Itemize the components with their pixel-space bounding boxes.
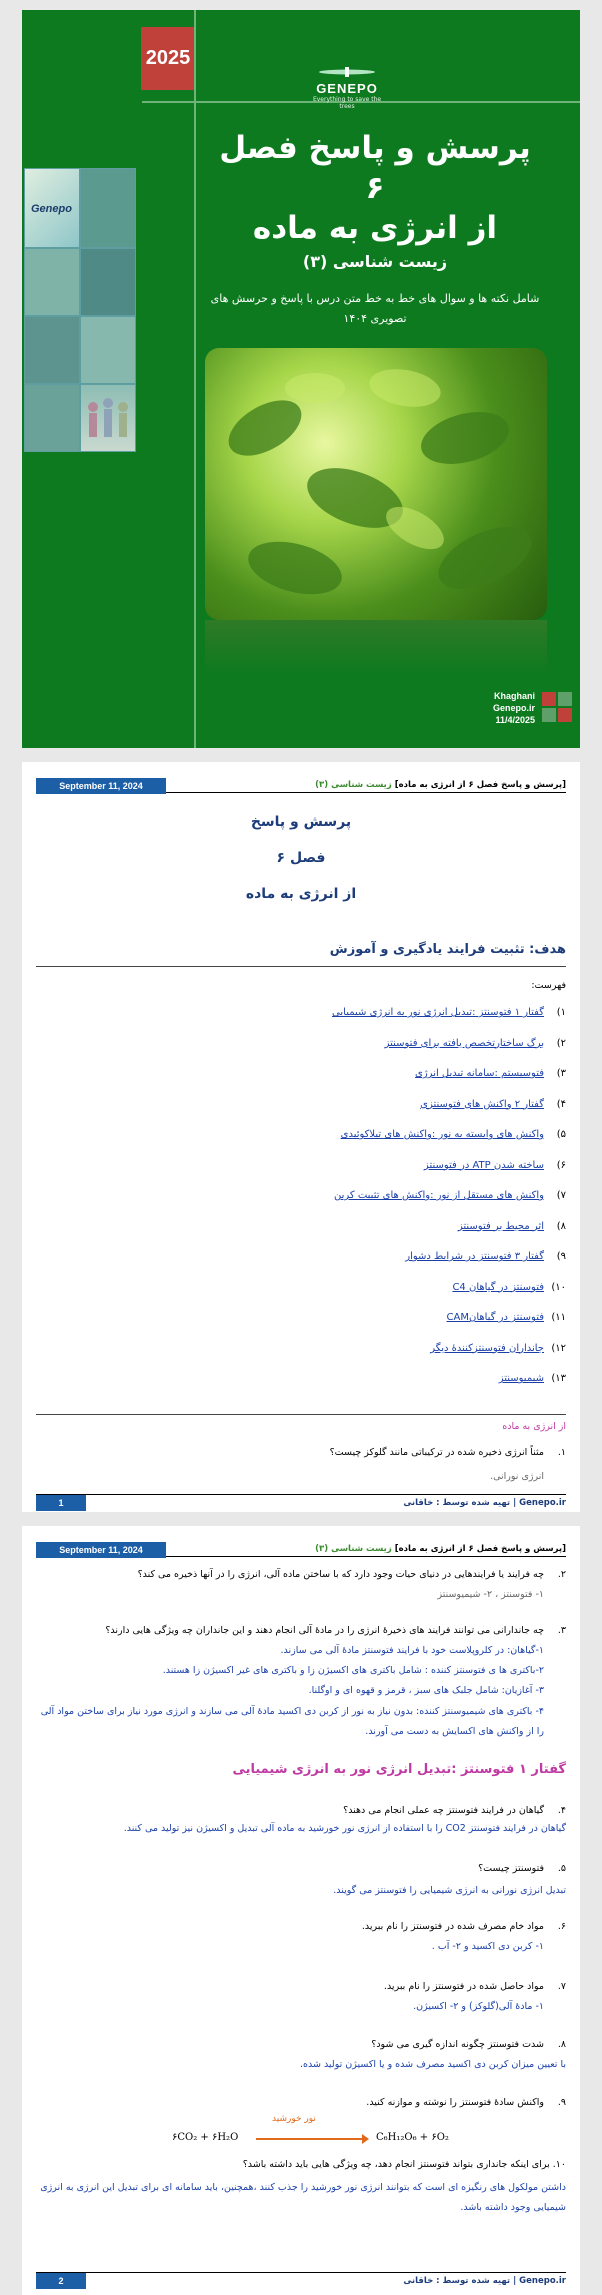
question-text: فتوسنتز چیست؟ (478, 1863, 544, 1874)
cover-footer (422, 690, 535, 726)
year-badge: 2025 (141, 27, 195, 90)
cover-title-line2: از انرژی به ماده (252, 210, 498, 246)
question-text: شدت فتوسنتز چگونه اندازه گیری می شود؟ (371, 2039, 544, 2050)
side-logo-tile (24, 168, 80, 248)
question-text: گیاهان در فرایند فتوسنتز چه عملی انجام می دهند؟ (343, 1805, 544, 1816)
cover-page (22, 10, 580, 748)
page-footer (36, 1494, 566, 1511)
question-5 (38, 1860, 566, 1877)
question-text: واکنش سادهٔ فتوسنتز را نوشته و موازنه کنید. (366, 2097, 544, 2108)
toc-link[interactable]: ساخته شدن ATP در فتوسنتز (423, 1159, 544, 1171)
leaves-reflection (205, 620, 547, 675)
question-number: ۹. (557, 2097, 566, 2108)
toc-number: ۳) (556, 1068, 566, 1079)
toc-number: ۴) (556, 1098, 566, 1110)
toc-link[interactable]: گفتار ۱ فتوسنتز :تبدیل انرژی نور به انرژی شیمیایی (332, 1007, 544, 1018)
side-logo-text: Genepo (31, 203, 72, 215)
logo-name: GENEPO (316, 81, 378, 96)
footer-credit: Genepo.ir | تهیه شده توسط : خاقانی (403, 2276, 566, 2286)
header-book: زیست شناسی (۳) (315, 780, 392, 790)
toc-number: ۵) (556, 1129, 566, 1140)
toc-item[interactable] (46, 1160, 566, 1191)
toc-link[interactable]: اثر محیط بر فتوسنتز (457, 1220, 544, 1232)
question-2 (38, 1566, 566, 1583)
cover-site: Genepo.ir (492, 703, 535, 713)
toc-heading: فهرست: (531, 980, 566, 991)
footer-credit: Genepo.ir | تهیه شده توسط : خاقانی (403, 1498, 566, 1508)
answer-4: گیاهان در فرایند فتوسنتز CO2 را با استفاده از انرژی نور خورشید به ماده آلی تبدیل و اکسیژن نیز تولید می کنند. (123, 1823, 566, 1834)
section-divider (36, 1414, 566, 1415)
footer-square (558, 708, 572, 722)
question-number: ۱. (557, 1447, 566, 1458)
toc-item[interactable] (46, 1312, 566, 1343)
header-title (315, 1544, 566, 1554)
question-3 (38, 1622, 566, 1639)
toc-number: ۸) (556, 1220, 566, 1232)
header-book: زیست شناسی (۳) (315, 1544, 392, 1554)
page-1 (22, 762, 580, 1512)
toc-link[interactable]: واکنش های مستقل از نور :واکنش های تثبیت کربن (333, 1190, 544, 1201)
arrowhead-icon (362, 2134, 369, 2144)
genepo-logo (307, 62, 387, 110)
toc-number: ۱۳) (551, 1373, 566, 1384)
people-photo (80, 384, 136, 452)
equation-label: نور خورشید (272, 2114, 316, 2124)
cover-tile (80, 316, 136, 384)
logo-tagline: Everything to save the trees (312, 96, 382, 110)
answer-7: ۱- مادهٔ آلی(گلوکز) و ۲- اکسیژن. (413, 2001, 544, 2012)
header-date: September 11, 2024 (36, 778, 166, 794)
cover-tile (80, 168, 136, 248)
cover-author: Khaghani (493, 691, 535, 701)
footer-square (558, 692, 572, 706)
section-heading: از انرژی به ماده (502, 1421, 566, 1432)
table-of-contents (46, 1007, 566, 1404)
toc-item[interactable] (46, 1190, 566, 1221)
people-illustration (81, 385, 135, 451)
question-number: ۸. (557, 2039, 566, 2050)
question-7 (38, 1978, 566, 1995)
page-header (36, 1542, 566, 1557)
footer-site: Genepo.ir (519, 1498, 566, 1508)
toc-link[interactable]: برگ ساختارتخصص یافته برای فتوسنتز (384, 1037, 544, 1049)
question-10: ۱۰. برای اینکه جانداری بتواند فتوسنتز انجام دهد، چه ویژگی هایی باید داشته باشد؟ (242, 2159, 566, 2170)
toc-link[interactable]: واکنش های وابسته به نور :واکنش های تیلاکوئیدی (340, 1129, 544, 1140)
answer-1: انرژی نورانی. (490, 1471, 544, 1482)
question-9 (38, 2094, 566, 2111)
toc-link[interactable]: شیمیوسنتز (498, 1373, 544, 1384)
toc-item[interactable] (46, 1251, 566, 1282)
toc-number: ۱۰) (551, 1281, 566, 1293)
cover-description: شامل نکته ها و سوال های خط به خط متن درس با پاسخ و حرسش های تصویری ۱۴۰۴ (210, 292, 540, 325)
cover-date: 11/4/2025 (495, 715, 535, 725)
page-title-3: از انرژی به ماده (245, 886, 357, 902)
cover-tile (80, 248, 136, 316)
header-doc-title: [پرسش و پاسخ فصل ۶ از انرژی به ماده] (394, 780, 566, 790)
toc-link[interactable]: جانداران فتوسنتزکنندهٔ دیگر (430, 1342, 544, 1354)
answer-6: ۱- کربن دی اکسید و ۲- آب . (431, 1941, 544, 1952)
page-number: 2 (36, 2273, 86, 2289)
toc-item[interactable] (46, 1282, 566, 1313)
toc-link[interactable]: فتوسیستم :سامانه تبدیل انرژی (415, 1068, 544, 1079)
toc-item[interactable] (46, 1007, 566, 1038)
answer-3-item: ۱-گیاهان: در کلروپلاست خود با فرایند فتوسنتز مادهٔ آلی می سازند. (280, 1645, 544, 1656)
footer-author: تهیه شده توسط : خاقانی (403, 1498, 511, 1508)
photosynthesis-equation (172, 2114, 472, 2150)
question-4 (38, 1802, 566, 1819)
page-title-1: پرسش و پاسخ (250, 814, 352, 830)
toc-item[interactable] (46, 1099, 566, 1130)
footer-site: Genepo.ir (519, 2276, 566, 2286)
footer-square (542, 692, 556, 706)
page-number: 1 (36, 1495, 86, 1511)
question-number: ۷. (557, 1981, 566, 1992)
toc-number: ۹) (556, 1251, 566, 1262)
question-text: مواد حاصل شده در فتوسنتز را نام ببرید. (383, 1981, 544, 1992)
question-6 (38, 1918, 566, 1935)
question-1 (38, 1444, 566, 1461)
question-text: چه جاندارانی می توانند فرایند های ذخیرهٔ انرژی را در مادهٔ آلی انجام دهند و این جانداران چه ویژگی هایی دارند؟ (105, 1625, 544, 1636)
answer-8: با تعیین میزان کربن دی اکسید مصرف شده و یا اکسیژن تولید شده. (299, 2059, 566, 2070)
answer-10: داشتن مولکول های رنگیزه ای است که بتوانند انرژی نور خورشید را جذب کنند ،همچنین، باید سامانه ای برای تبدیل این انرژی به انرژی شیمیایی وجود داشته باشد. (40, 2182, 566, 2213)
cover-tile (24, 384, 80, 452)
question-text: مثناً انرژی ذخیره شده در ترکیباتی مانند گلوکز چیست؟ (329, 1447, 544, 1458)
toc-link[interactable]: فتوسنتز در گیاهان C4 (452, 1281, 544, 1293)
toc-item[interactable] (46, 1373, 566, 1404)
answer-3-item: ۳- آغازیان: شامل جلبک های سبز ، قرمز و قهوه ای و اوگلنا. (308, 1685, 544, 1696)
cover-title-block (210, 128, 540, 329)
answer-2: ۱- فتوسنتز ، ۲- شیمیوسنتز (437, 1589, 544, 1600)
equation-right: C₆H₁₂O₆ + ۶O₂ (376, 2132, 449, 2143)
leaves-illustration (205, 348, 547, 620)
toc-item[interactable] (46, 1129, 566, 1160)
toc-number: ۶) (556, 1159, 566, 1171)
toc-link[interactable]: فتوسنتز در گیاهانCAM (446, 1312, 544, 1323)
toc-item[interactable] (46, 1038, 566, 1069)
equation-left: ۶CO₂ + ۶H₂O (172, 2132, 239, 2143)
goal-heading: هدف: تثبیت فرایند یادگیری و آموزش (36, 942, 566, 967)
toc-link[interactable]: گفتار ۳ فتوسنتز در شرایط دشوار (405, 1251, 544, 1262)
cover-subtitle: زیست شناسی (۳) (302, 252, 448, 271)
toc-link[interactable]: گفتار ۲ واکنش های فتوسنتزی (420, 1098, 544, 1110)
answer-5: تبدیل انرژی نورانی به انرژی شیمیایی را فتوسنتز می گویند. (333, 1885, 566, 1896)
toc-number: ۲) (556, 1037, 566, 1049)
page-header (36, 778, 566, 793)
header-date: September 11, 2024 (36, 1542, 166, 1558)
answer-3-item: ۲-باکتری ها ی فتوسنتز کننده : شامل باکتری های اکسیژن زا و باکتری های غیر اکسیژن زا هستند. (162, 1665, 544, 1676)
footer-square (542, 708, 556, 722)
footer-author: تهیه شده توسط : خاقانی (403, 2276, 511, 2286)
toc-number: ۱۲) (551, 1342, 566, 1354)
question-number: ۴. (557, 1805, 566, 1816)
page-2 (22, 1526, 580, 2295)
header-doc-title: [پرسش و پاسخ فصل ۶ از انرژی به ماده] (394, 1544, 566, 1554)
question-number: ۳. (557, 1625, 566, 1636)
section-heading: گفتار ۱ فتوسنتز :تبدیل انرژی نور به انرژی شیمیایی (232, 1762, 566, 1777)
toc-number: ۷) (556, 1190, 566, 1201)
toc-item[interactable] (46, 1221, 566, 1252)
question-number: ۵. (557, 1863, 566, 1874)
page-footer (36, 2272, 566, 2289)
question-8 (38, 2036, 566, 2053)
header-title (315, 780, 566, 790)
equation-arrow (256, 2138, 366, 2140)
cover-tile (24, 248, 80, 316)
toc-item[interactable] (46, 1343, 566, 1374)
cover-title-line1: پرسش و پاسخ فصل ۶ (219, 130, 531, 206)
question-text: مواد خام مصرف شده در فتوسنتز را نام ببرید. (361, 1921, 544, 1932)
question-text: چه فرایند یا فرایندهایی در دنیای حیات وجود دارد که با ساختن ماده آلی، انرژی را در آنها ذخیره می کند؟ (137, 1569, 544, 1580)
toc-number: ۱۱) (551, 1312, 566, 1323)
question-number: ۶. (557, 1921, 566, 1932)
question-number: ۲. (557, 1569, 566, 1580)
toc-item[interactable] (46, 1068, 566, 1099)
toc-number: ۱) (556, 1007, 566, 1018)
page-title-2: فصل ۶ (276, 850, 326, 866)
leaves-photo (205, 348, 547, 620)
dragonfly-icon (317, 67, 377, 77)
cover-vertical-rule (194, 10, 196, 748)
cover-tile (24, 316, 80, 384)
answer-3-item: ۴- باکتری های شیمیوسنتز کننده: بدون نیاز به نور از کربن دی اکسید مادهٔ آلی می سازند و انرژی مورد نیاز برای ساختن مواد آلی را از واکنش های اکسایش به دست می آورند. (40, 1706, 544, 1737)
